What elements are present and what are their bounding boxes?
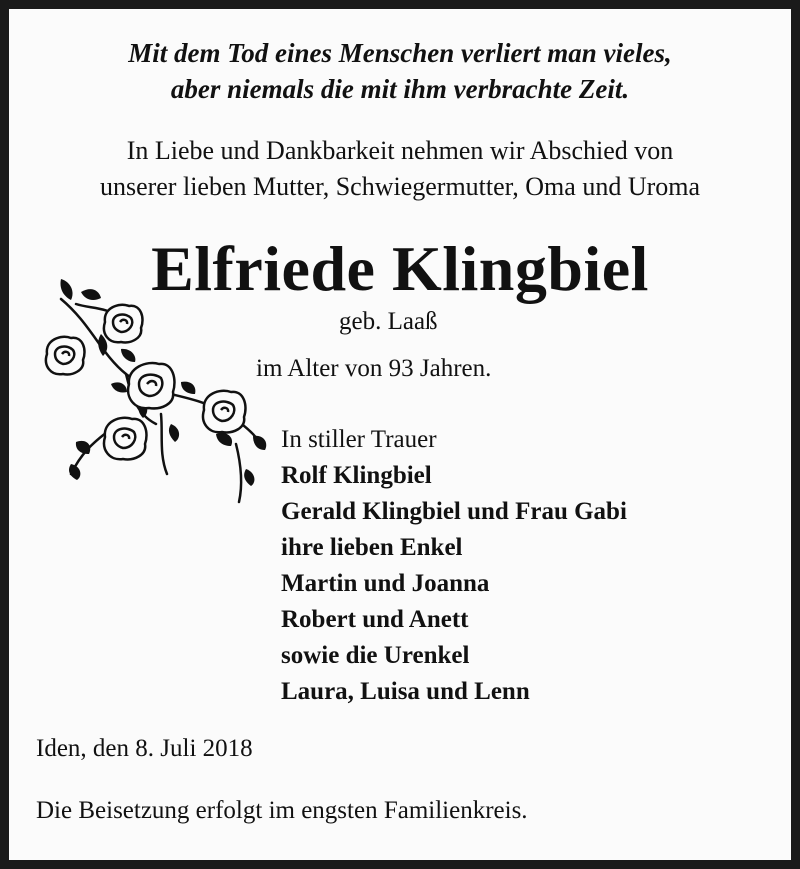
mourner-name: Gerald Klingbiel und Frau Gabi xyxy=(281,498,627,525)
intro-line-2: unserer lieben Mutter, Schwiegermutter, Oma und Uroma xyxy=(99,172,701,201)
mourner-name: Rolf Klingbiel xyxy=(281,462,432,489)
motto xyxy=(9,35,791,107)
motto-line-2: aber niemals die mit ihm verbrachte Zeit. xyxy=(170,74,630,104)
motto-line-1: Mit dem Tod eines Menschen verliert man vieles, xyxy=(128,38,672,68)
mourners-list xyxy=(281,422,781,710)
mourner-name: Robert und Anett xyxy=(281,606,469,633)
mourner-name: Laura, Luisa und Lenn xyxy=(281,678,530,705)
birth-name: geb. Laaß xyxy=(339,308,438,335)
burial-note: Die Beisetzung erfolgt im engsten Familienkreis. xyxy=(36,797,528,824)
obituary-notice xyxy=(9,9,791,860)
mourner-name: Martin und Joanna xyxy=(281,570,490,597)
intro-text xyxy=(9,133,791,205)
place-date: Iden, den 8. Juli 2018 xyxy=(36,735,253,762)
deceased-name: Elfriede Klingbiel xyxy=(151,233,649,304)
mourners-heading: In stiller Trauer xyxy=(281,426,437,453)
mourner-name: ihre lieben Enkel xyxy=(281,534,463,561)
intro-line-1: In Liebe und Dankbarkeit nehmen wir Abschied von xyxy=(126,136,674,165)
mourner-name: sowie die Urenkel xyxy=(281,642,470,669)
age-statement: im Alter von 93 Jahren. xyxy=(256,355,492,382)
